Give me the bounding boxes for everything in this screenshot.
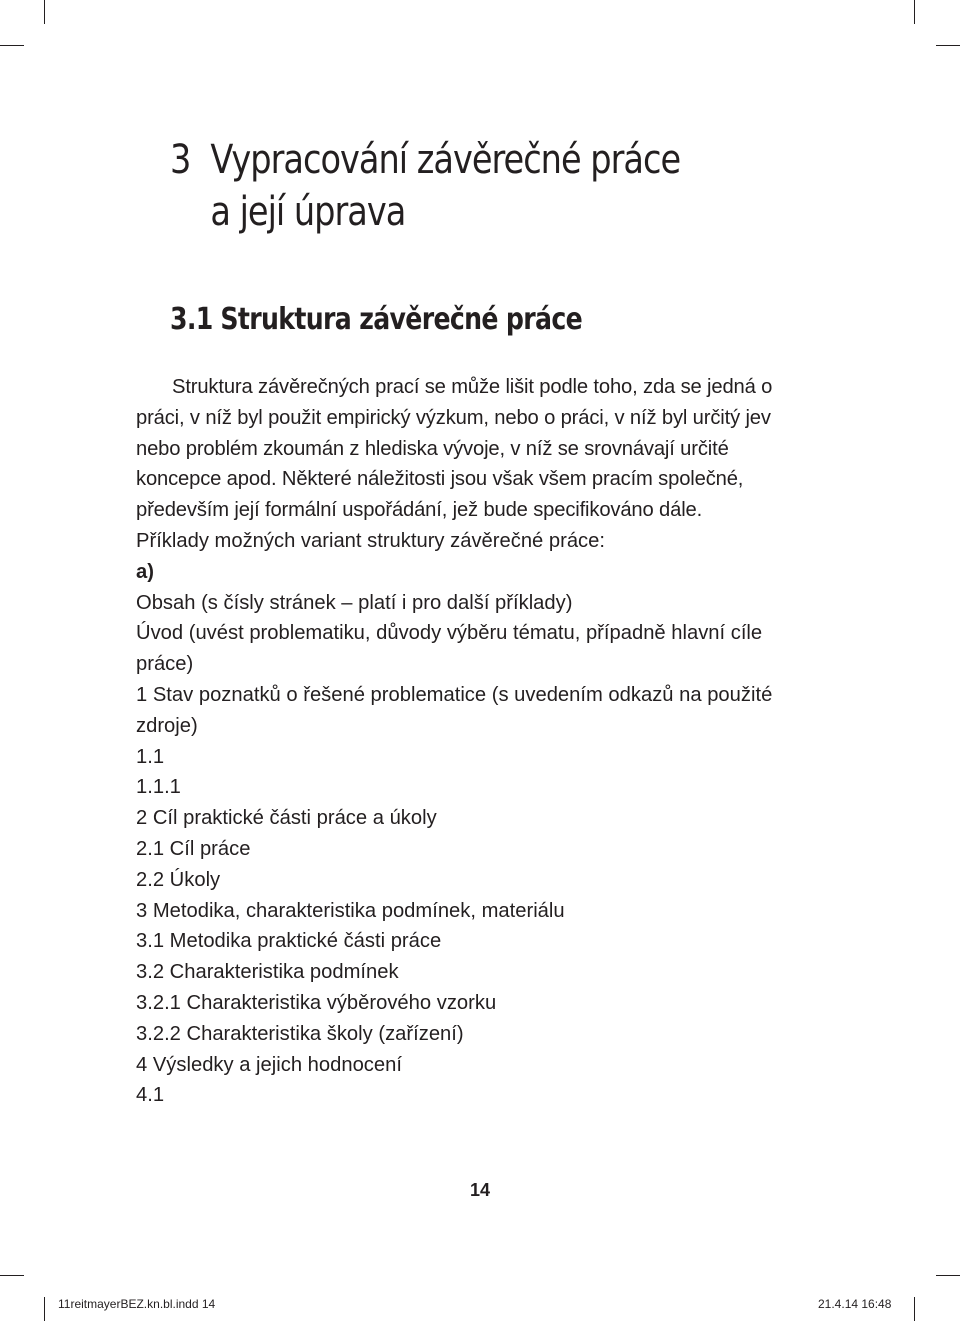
chapter-number: 3 xyxy=(170,137,191,183)
structure-list xyxy=(136,588,816,1112)
section-title xyxy=(170,300,674,340)
crop-mark xyxy=(914,0,915,24)
structure-item: Úvod (uvést problematiku, důvody výběru tématu, případně hlavní cíle práce) xyxy=(136,622,763,676)
structure-item: 3.2.1 Charakteristika výběrového vzorku xyxy=(136,991,497,1014)
examples-intro: Příklady možných variant struktury závěrečné práce: xyxy=(136,529,605,552)
chapter-title-text: Vypracování závěrečné práce xyxy=(210,137,681,183)
crop-mark xyxy=(0,1275,24,1276)
intro-paragraph: Struktura závěrečných prací se může lišit podle toho, zda se jedná o práci, v níž byl použit empirický výzkum, nebo o práci, v níž byl určitý jev nebo problém zkoumán z hlediska vývoje, v níž se srovnávají určité koncepce apod. Některé náležitosti jsou však všem pracím společné, především její formální uspořádání, jež bude specifikováno dále. xyxy=(136,376,773,522)
crop-mark xyxy=(936,1275,960,1276)
crop-mark xyxy=(44,1297,45,1321)
structure-item: 3 Metodika, charakteristika podmínek, materiálu xyxy=(136,899,565,922)
structure-item: 4.1 xyxy=(136,1084,165,1107)
structure-item: 1.1 xyxy=(136,745,165,768)
crop-mark xyxy=(936,45,960,46)
slug-file: 11reitmayerBEZ.kn.bl.indd 14 xyxy=(58,1297,216,1311)
structure-item: 3.2.2 Charakteristika školy (zařízení) xyxy=(136,1022,464,1045)
chapter-title-line-2: a její úprava xyxy=(210,189,406,235)
slug-datetime: 21.4.14 16:48 xyxy=(818,1297,892,1311)
body-text xyxy=(136,372,816,1111)
structure-item: 4 Výsledky a jejich hodnocení xyxy=(136,1053,402,1076)
structure-item: 1.1.1 xyxy=(136,776,181,799)
variant-label: a) xyxy=(136,560,154,583)
structure-item: 3.2 Charakteristika podmínek xyxy=(136,961,399,984)
structure-item: 3.1 Metodika praktické části práce xyxy=(136,930,442,953)
chapter-title-line-1 xyxy=(170,134,741,186)
structure-item: Obsah (s čísly stránek – platí i pro další příklady) xyxy=(136,591,573,614)
page-number: 14 xyxy=(469,1180,491,1200)
crop-mark xyxy=(0,45,24,46)
chapter-title xyxy=(170,134,741,238)
structure-item: 2.2 Úkoly xyxy=(136,868,221,891)
section-number: 3.1 xyxy=(170,302,213,337)
structure-item: 2.1 Cíl práce xyxy=(136,837,251,860)
section-title-text: Struktura závěrečné práce xyxy=(220,302,583,337)
structure-item: 2 Cíl praktické části práce a úkoly xyxy=(136,807,437,830)
crop-mark xyxy=(44,0,45,24)
crop-mark xyxy=(914,1297,915,1321)
structure-item: 1 Stav poznatků o řešené problematice (s uvedením odkazů na použité zdroje) xyxy=(136,683,773,737)
